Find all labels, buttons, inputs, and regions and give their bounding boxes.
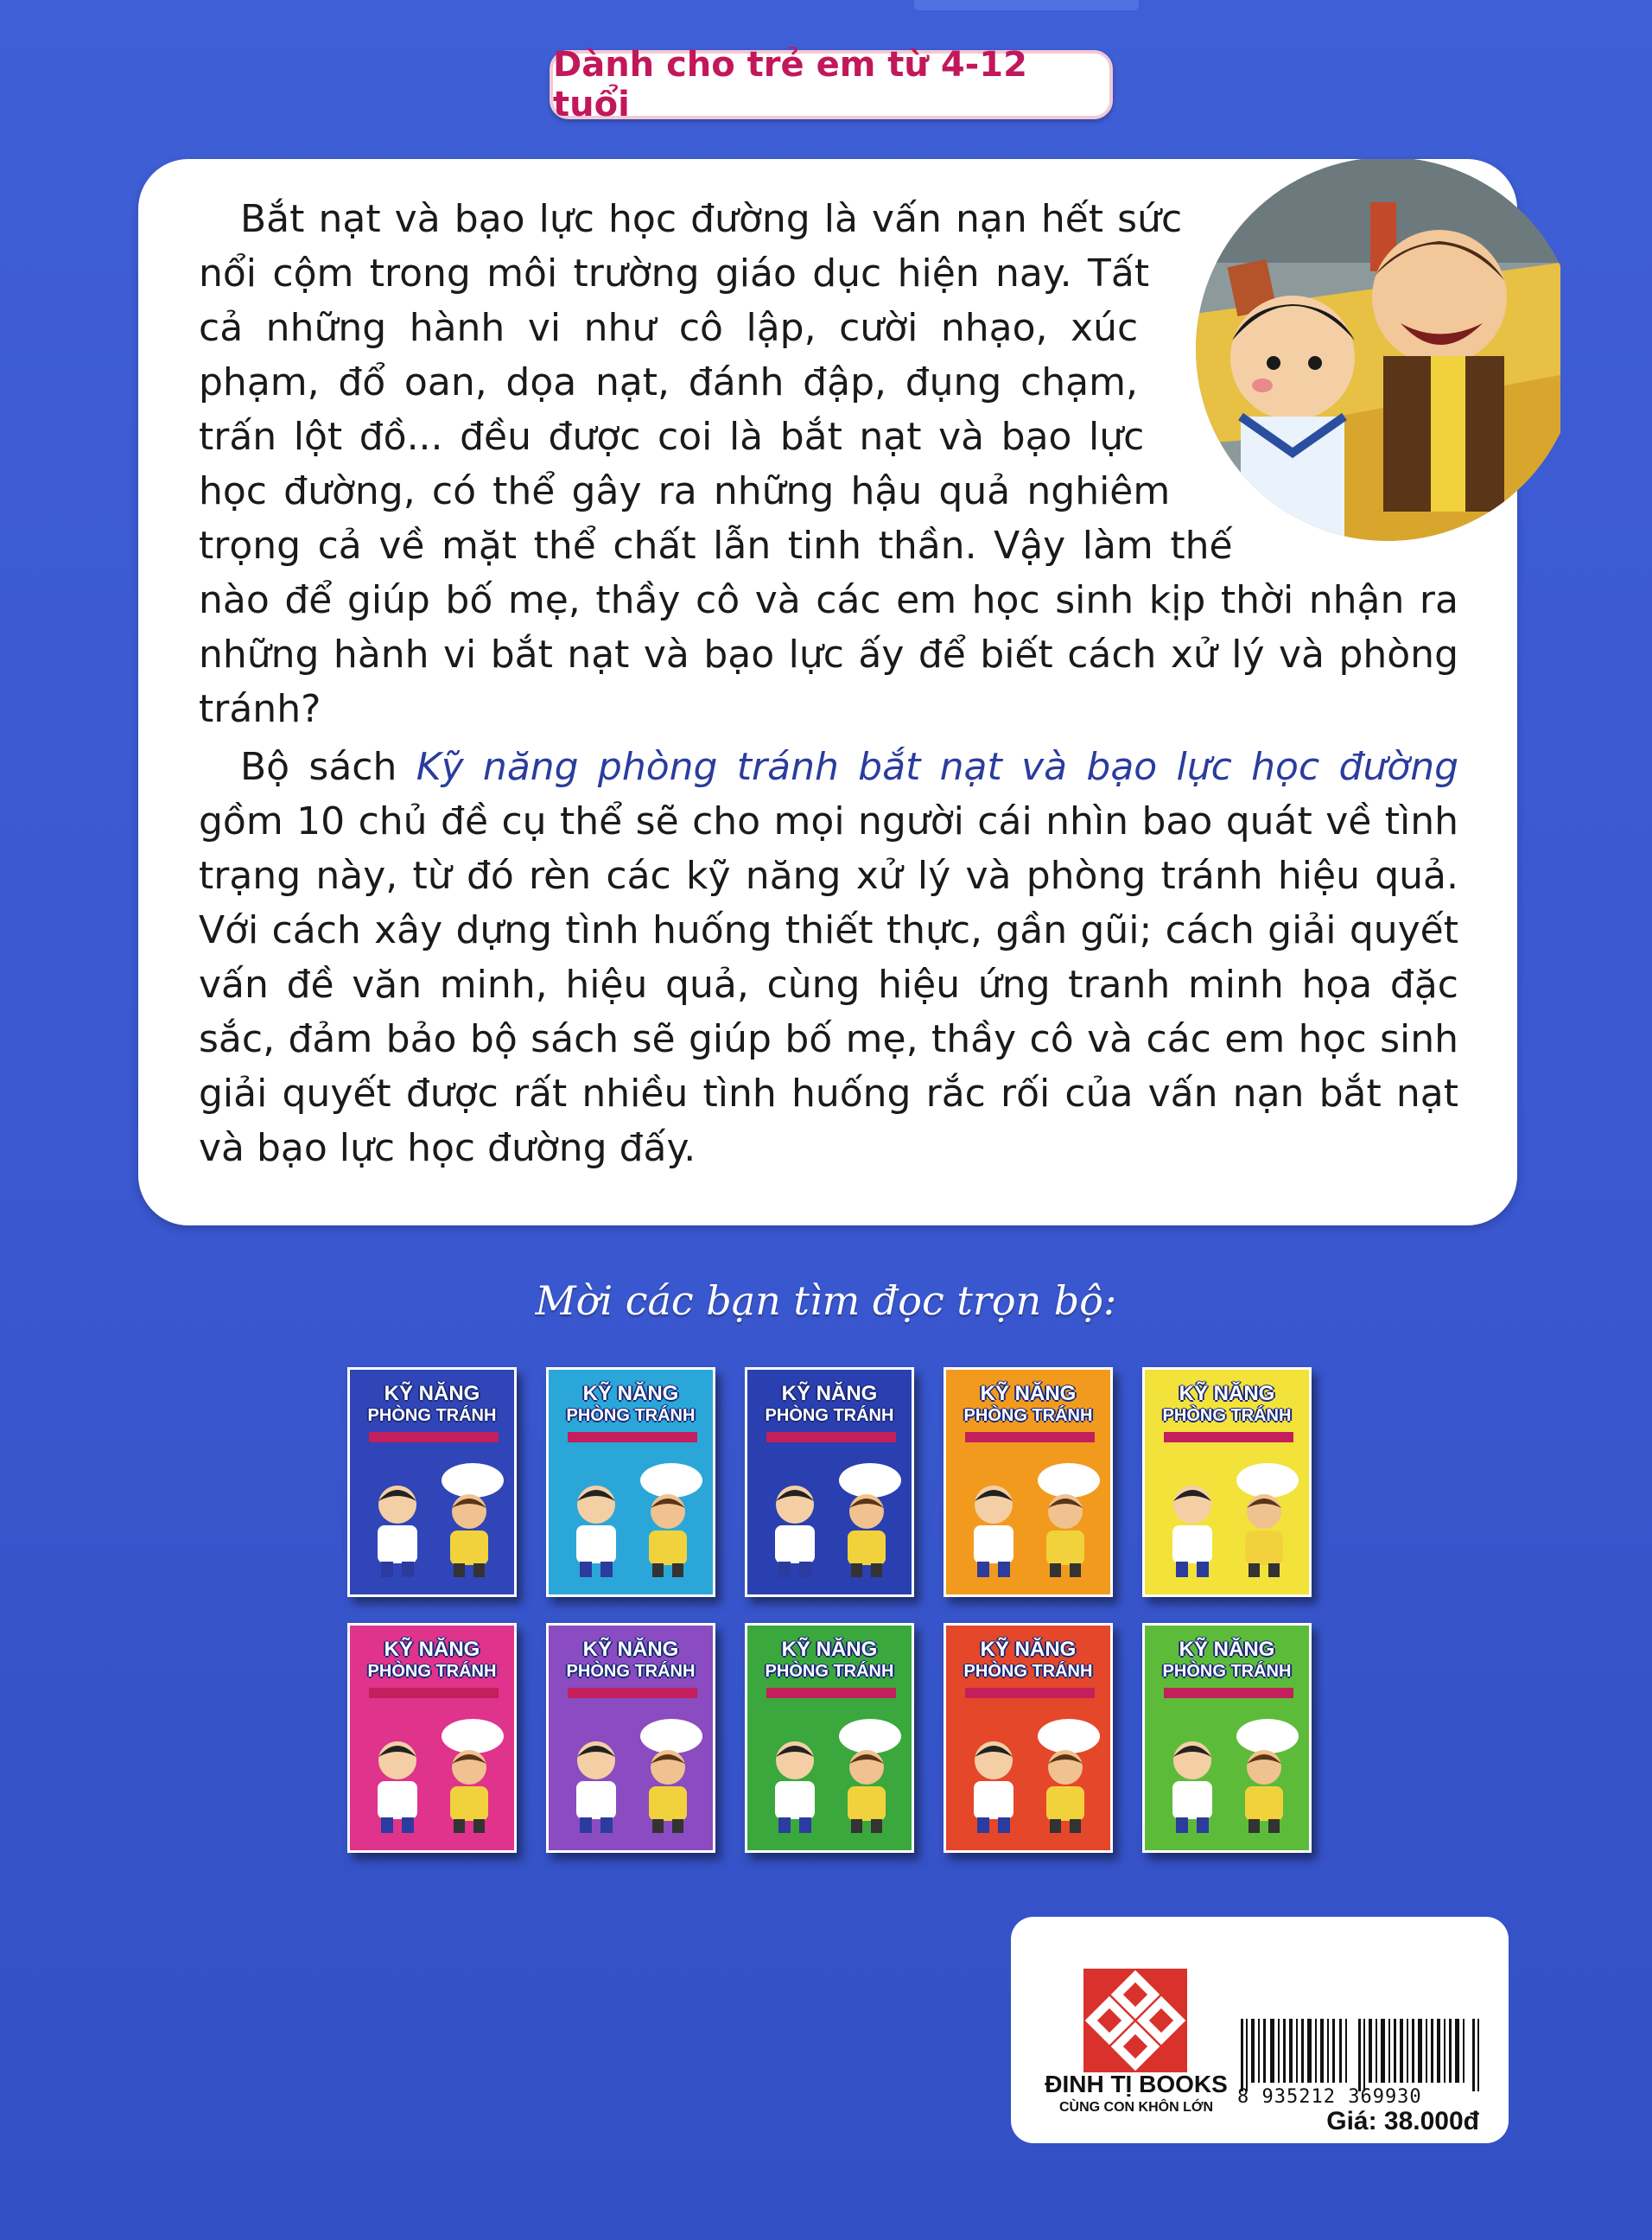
- child-figure-icon: [765, 1738, 825, 1833]
- book-cover-4: [944, 1367, 1113, 1597]
- book-title-line1: KỸ NĂNG: [781, 1638, 878, 1661]
- child-figure-icon: [566, 1738, 626, 1833]
- barcode-panel: [1011, 1917, 1509, 2143]
- child-figure-icon: [765, 1482, 825, 1577]
- child-figure-icon: [963, 1482, 1024, 1577]
- book-cover-5: [1142, 1367, 1312, 1597]
- book-subtitle-bar: [369, 1688, 499, 1698]
- child-figure-icon: [367, 1738, 428, 1833]
- book-title-line2: PHÒNG TRÁNH: [367, 1662, 497, 1681]
- book-title-line2: PHÒNG TRÁNH: [963, 1662, 1093, 1681]
- price-label: Giá: 38.000đ: [1326, 2107, 1479, 2135]
- bully-illustration-icon: [1154, 159, 1560, 548]
- barcode-icon: [1237, 2019, 1493, 2097]
- book-subtitle-bar: [965, 1432, 1095, 1442]
- child-figure-icon: [367, 1482, 428, 1577]
- book-subtitle-bar: [766, 1432, 896, 1442]
- book-subtitle-bar: [568, 1688, 697, 1698]
- child-figure-icon: [640, 1491, 696, 1577]
- book-subtitle-bar: [766, 1688, 896, 1698]
- book-subtitle-bar: [369, 1432, 499, 1442]
- child-figure-icon: [1162, 1482, 1223, 1577]
- book-title-line1: KỸ NĂNG: [384, 1638, 480, 1661]
- child-figure-icon: [1236, 1747, 1292, 1833]
- publisher-name: ĐINH TỊ BOOKS: [1045, 2071, 1228, 2097]
- child-figure-icon: [640, 1747, 696, 1833]
- book-title-line2: PHÒNG TRÁNH: [566, 1406, 696, 1425]
- book-title-line1: KỸ NĂNG: [980, 1382, 1077, 1405]
- book-title-line1: KỸ NĂNG: [384, 1382, 480, 1405]
- description-panel: [138, 159, 1517, 1225]
- book-cover-7: [546, 1623, 715, 1853]
- child-figure-icon: [1162, 1738, 1223, 1833]
- book-subtitle-bar: [1164, 1688, 1293, 1698]
- book-subtitle-bar: [568, 1432, 697, 1442]
- series-heading: Mời các bạn tìm đọc trọn bộ:: [535, 1277, 1117, 1324]
- book-cover-9: [944, 1623, 1113, 1853]
- book-title-line2: PHÒNG TRÁNH: [1162, 1406, 1292, 1425]
- child-figure-icon: [839, 1747, 894, 1833]
- book-title-line1: KỸ NĂNG: [582, 1638, 679, 1661]
- book-title-line2: PHÒNG TRÁNH: [963, 1406, 1093, 1425]
- book-cover-1: [347, 1367, 517, 1597]
- child-figure-icon: [1236, 1491, 1292, 1577]
- child-figure-icon: [839, 1491, 894, 1577]
- book-title-line1: KỸ NĂNG: [1179, 1638, 1275, 1661]
- book-title-line2: PHÒNG TRÁNH: [765, 1662, 894, 1681]
- child-figure-icon: [1038, 1747, 1093, 1833]
- child-figure-icon: [963, 1738, 1024, 1833]
- barcode-number: 8 935212 369930: [1237, 2086, 1422, 2108]
- book-title-line2: PHÒNG TRÁNH: [1162, 1662, 1292, 1681]
- book-title-line2: PHÒNG TRÁNH: [566, 1662, 696, 1681]
- book-cover-6: [347, 1623, 517, 1853]
- child-figure-icon: [442, 1747, 497, 1833]
- description-paragraph-1: Bắt nạt và bạo lực học đường là vấn nạn hết sức nổi cộm trong môi trường giáo dục hiện nay. Tất cả những hành vi như cô lập, cười nhạo, xúc phạm, đổ oan, dọa nạt, đánh đập, đụng chạm, trấn lột đồ... đều được coi là bắt nạt và bạo lực học đường, có thể gây ra những hậu quả nghiêm trọng cả về mặt thể chất lẫn tinh thần. Vậy làm thế nào để giúp bố mẹ, thầy cô và các em học sinh kịp thời nhận ra những hành vi bắt nạt và bạo lực ấy để biết cách xử lý và phòng tránh?: [199, 192, 1458, 736]
- book-title-line2: PHÒNG TRÁNH: [765, 1406, 894, 1425]
- publisher-logo-icon: [1083, 1969, 1187, 2072]
- book-title-line2: PHÒNG TRÁNH: [367, 1406, 497, 1425]
- book-title-line1: KỸ NĂNG: [980, 1638, 1077, 1661]
- book-cover-8: [745, 1623, 914, 1853]
- book-title-line1: KỸ NĂNG: [582, 1382, 679, 1405]
- book-title-line1: KỸ NĂNG: [781, 1382, 878, 1405]
- book-cover-3: [745, 1367, 914, 1597]
- cover-top-edge: [914, 0, 1139, 10]
- book-cover-2: [546, 1367, 715, 1597]
- book-subtitle-bar: [965, 1688, 1095, 1698]
- publisher-tagline: CÙNG CON KHÔN LỚN: [1058, 2100, 1214, 2115]
- age-range-badge: Dành cho trẻ em từ 4-12 tuổi: [550, 50, 1113, 119]
- child-figure-icon: [1038, 1491, 1093, 1577]
- book-cover-10: [1142, 1623, 1312, 1853]
- description-paragraph-2: Bộ sách Kỹ năng phòng tránh bắt nạt và bạo lực học đường gồm 10 chủ đề cụ thể sẽ cho mọi người cái nhìn bao quát về tình trạng này, từ đó rèn các kỹ năng xử lý và phòng tránh hiệu quả. Với cách xây dựng tình huống thiết thực, gần gũi; cách giải quyết vấn đề văn minh, hiệu quả, cùng hiệu ứng tranh minh họa đặc sắc, đảm bảo bộ sách sẽ giúp bố mẹ, thầy cô và các em học sinh giải quyết được rất nhiều tình huống rắc rối của vấn nạn bắt nạt và bạo lực học đường đấy.: [199, 745, 1459, 1170]
- book-subtitle-bar: [1164, 1432, 1293, 1442]
- series-title-italic: Kỹ năng phòng tránh bắt nạt và bạo lực học đường: [416, 745, 1459, 789]
- child-figure-icon: [442, 1491, 497, 1577]
- book-title-line1: KỸ NĂNG: [1179, 1382, 1275, 1405]
- child-figure-icon: [566, 1482, 626, 1577]
